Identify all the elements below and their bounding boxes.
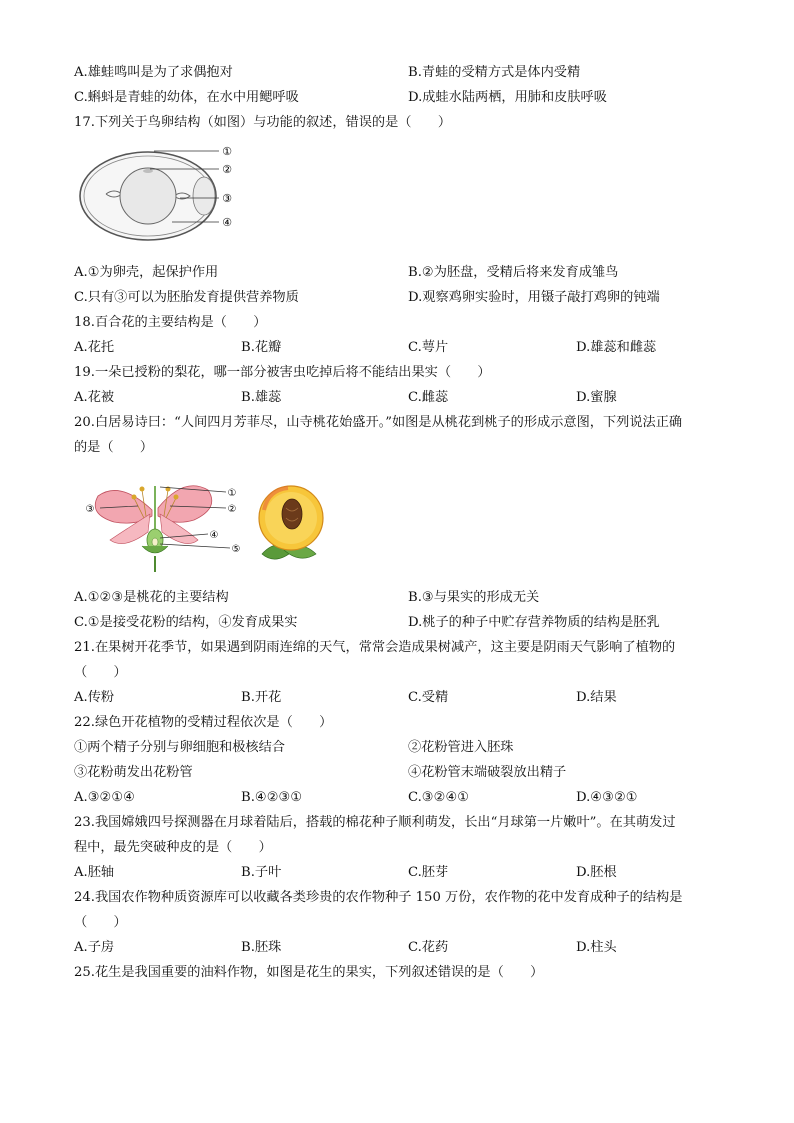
q24-option-c: C.花药 <box>408 940 449 955</box>
q21-stem-line2: （ ） <box>74 665 127 680</box>
q21-option-b: B.开花 <box>241 690 282 705</box>
flower-label-3: ③ <box>85 504 95 515</box>
egg-label-1: ① <box>222 145 232 158</box>
q23-option-a: A.胚轴 <box>74 865 115 880</box>
q23-option-d: D.胚根 <box>576 865 617 880</box>
q25-stem: 25.花生是我国重要的油料作物，如图是花生的果实，下列叙述错误的是（ ） <box>74 965 544 980</box>
q22-option-a: A.③②①④ <box>74 790 136 805</box>
q23-stem-line1: 23.我国嫦娥四号探测器在月球着陆后，搭载的棉花种子顺利萌发，长出“月球第一片嫩叶”。在其萌发过 <box>74 815 676 830</box>
q21-option-c: C.受精 <box>408 690 449 705</box>
q19-option-c: C.雌蕊 <box>408 390 449 405</box>
q18-option-a: A.花托 <box>74 340 115 355</box>
q16-option-c: C.蝌蚪是青蛙的幼体，在水中用鳃呼吸 <box>74 90 299 105</box>
q18-option-d: D.雄蕊和雌蕊 <box>576 340 657 355</box>
flower-label-4: ④ <box>209 530 219 541</box>
q16-option-d: D.成蛙水陆两栖，用肺和皮肤呼吸 <box>408 90 607 105</box>
q17-stem: 17.下列关于鸟卵结构（如图）与功能的叙述，错误的是（ ） <box>74 115 452 130</box>
q22-option-b: B.④②③① <box>241 790 303 805</box>
q21-option-a: A.传粉 <box>74 690 115 705</box>
q17-option-b: B.②为胚盘，受精后将来发育成雏鸟 <box>408 265 619 280</box>
q22-step-3: ③花粉萌发出花粉管 <box>74 765 193 780</box>
q22-option-d: D.④③②① <box>576 790 638 805</box>
q24-option-a: A.子房 <box>74 940 115 955</box>
egg-label-2: ② <box>222 163 232 176</box>
q22-stem: 22.绿色开花植物的受精过程依次是（ ） <box>74 715 333 730</box>
q17-option-c: C.只有③可以为胚胎发育提供营养物质 <box>74 290 299 305</box>
q17-option-d: D.观察鸡卵实验时，用镊子敲打鸡卵的钝端 <box>408 290 660 305</box>
q20-option-a: A.①②③是桃花的主要结构 <box>74 590 229 605</box>
q24-option-d: D.柱头 <box>576 940 617 955</box>
q18-stem: 18.百合花的主要结构是（ ） <box>74 315 267 330</box>
egg-label-3: ③ <box>222 192 232 205</box>
flower-label-2: ② <box>227 504 237 515</box>
q20-stem-line2: 的是（ ） <box>74 440 154 455</box>
bird-egg-figure <box>76 138 246 250</box>
q23-option-b: B.子叶 <box>241 865 282 880</box>
q20-option-c: C.①是接受花粉的结构，④发育成果实 <box>74 615 298 630</box>
flower-label-5: ⑤ <box>231 544 241 555</box>
q19-option-b: B.雄蕊 <box>241 390 282 405</box>
q19-option-a: A.花被 <box>74 390 115 405</box>
q24-option-b: B.胚珠 <box>241 940 282 955</box>
q21-option-d: D.结果 <box>576 690 617 705</box>
q22-step-4: ④花粉管末端破裂放出精子 <box>408 765 567 780</box>
egg-label-4: ④ <box>222 216 232 229</box>
q23-stem-line2: 程中，最先突破种皮的是（ ） <box>74 840 272 855</box>
q20-option-d: D.桃子的种子中贮存营养物质的结构是胚乳 <box>408 615 660 630</box>
q18-option-b: B.花瓣 <box>241 340 282 355</box>
q21-stem-line1: 21.在果树开花季节，如果遇到阴雨连绵的天气，常常会造成果树减产，这主要是阴雨天气影响了植物的 <box>74 640 676 655</box>
q22-step-1: ①两个精子分别与卵细胞和极核结合 <box>74 740 285 755</box>
peach-flower-figure <box>80 470 342 574</box>
q22-option-c: C.③②④① <box>408 790 470 805</box>
q17-option-a: A.①为卵壳，起保护作用 <box>74 265 219 280</box>
q23-option-c: C.胚芽 <box>408 865 449 880</box>
q24-stem-line2: （ ） <box>74 915 127 930</box>
q16-option-b: B.青蛙的受精方式是体内受精 <box>408 65 581 80</box>
q18-option-c: C.萼片 <box>408 340 449 355</box>
q16-option-a: A.雄蛙鸣叫是为了求偶抱对 <box>74 65 233 80</box>
q22-step-2: ②花粉管进入胚珠 <box>408 740 514 755</box>
q20-stem-line1: 20.白居易诗曰：“人间四月芳菲尽，山寺桃花始盛开。”如图是从桃花到桃子的形成示意图，下列说法正确 <box>74 415 683 430</box>
flower-label-1: ① <box>227 488 237 499</box>
q20-option-b: B.③与果实的形成无关 <box>408 590 540 605</box>
q19-stem: 19.一朵已授粉的梨花，哪一部分被害虫吃掉后将不能结出果实（ ） <box>74 365 491 380</box>
q19-option-d: D.蜜腺 <box>576 390 617 405</box>
q24-stem-line1: 24.我国农作物种质资源库可以收藏各类珍贵的农作物种子 150 万份，农作物的花中发育成种子的结构是 <box>74 890 683 905</box>
